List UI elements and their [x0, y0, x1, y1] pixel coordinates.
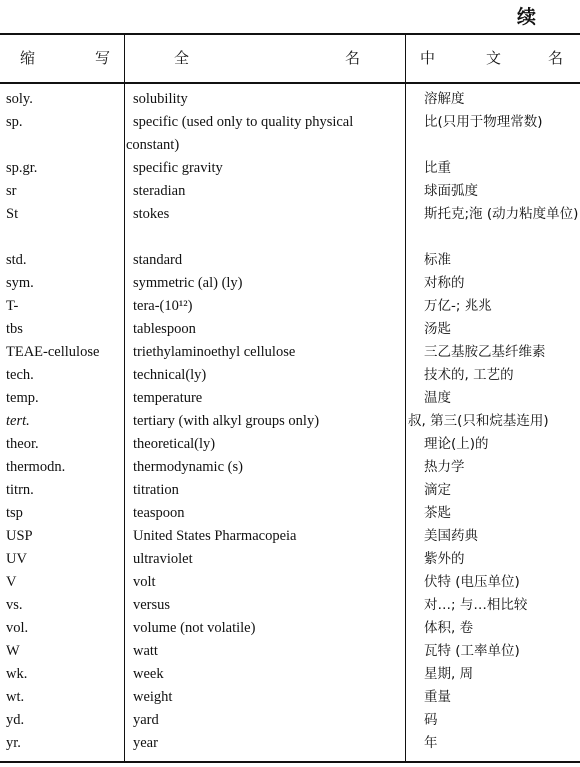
abbreviation-cell: wk. — [6, 666, 28, 682]
chinese-name-cell: 瓦特 (工率单位) — [424, 643, 520, 659]
abbreviation-cell: sp. — [6, 114, 23, 130]
full-name-cell: teaspoon — [133, 505, 185, 521]
abbreviation-cell: vol. — [6, 620, 29, 636]
full-name-cell: steradian — [133, 183, 186, 199]
table-row — [0, 479, 580, 502]
abbreviation-cell: yd. — [6, 712, 25, 728]
full-name-cell: yard — [133, 712, 159, 728]
full-name-cell: technical(ly) — [133, 367, 207, 383]
table-row — [0, 686, 580, 709]
abbreviation-cell: sr — [6, 183, 17, 199]
full-name-cell: thermodynamic (s) — [133, 459, 243, 475]
chinese-name-cell: 万亿-; 兆兆 — [424, 298, 492, 314]
continued-label: 续 — [516, 6, 536, 28]
chinese-name-cell: 对称的 — [424, 275, 465, 291]
full-name-cell: versus — [133, 597, 171, 613]
full-name-cell: solubility — [133, 91, 188, 107]
header-chinese-char-1: 中 — [420, 49, 436, 67]
table-row — [0, 341, 580, 364]
table-row — [0, 387, 580, 410]
full-name-cell: stokes — [133, 206, 170, 222]
chinese-name-cell: 斯托克;沲 (动力粘度单位) — [424, 206, 579, 222]
full-name-cell: standard — [133, 252, 183, 268]
full-name-cell: temperature — [133, 390, 203, 406]
chinese-name-cell: 比重 — [424, 160, 451, 176]
header-chinese-char-2: 文 — [486, 49, 502, 67]
chinese-name-cell: 星期, 周 — [424, 666, 474, 682]
abbreviation-cell: TEAE-cellulose — [6, 344, 100, 360]
abbreviation-table-body — [0, 88, 580, 755]
table-row — [0, 732, 580, 755]
full-name-cell: triethylaminoethyl cellulose — [133, 344, 296, 360]
chinese-name-cell: 温度 — [424, 390, 451, 406]
header-abbr-char-1: 缩 — [20, 49, 36, 67]
table-row — [0, 157, 580, 180]
abbreviation-cell: tbs — [6, 321, 23, 337]
table-row — [0, 433, 580, 456]
chinese-name-cell: 滴定 — [424, 482, 451, 498]
chinese-name-cell: 标准 — [424, 252, 451, 268]
chinese-name-cell: 技术的, 工艺的 — [424, 367, 514, 383]
header-bottom-rule — [0, 82, 580, 84]
abbreviation-cell: thermodn. — [6, 459, 66, 475]
chinese-name-cell: 码 — [424, 712, 438, 728]
chinese-name-cell: 球面弧度 — [424, 183, 478, 199]
abbreviation-cell: sym. — [6, 275, 34, 291]
chinese-name-cell: 溶解度 — [424, 91, 465, 107]
abbreviation-cell: tech. — [6, 367, 34, 383]
abbreviation-cell: St — [6, 206, 19, 222]
header-full-char-1: 全 — [174, 49, 190, 67]
abbreviation-cell: yr. — [6, 735, 21, 751]
full-name-cell: tera-(10¹²) — [133, 298, 193, 314]
full-name-cell: volt — [133, 574, 156, 590]
header-abbr-char-2: 写 — [95, 49, 111, 67]
chinese-name-cell: 美国药典 — [424, 528, 478, 544]
abbreviation-cell: vs. — [6, 597, 23, 613]
full-name-cell: tablespoon — [133, 321, 196, 337]
table-row — [0, 88, 580, 111]
table-row — [0, 663, 580, 686]
header-full-char-2: 名 — [345, 49, 361, 67]
chinese-name-cell: 伏特 (电压单位) — [424, 574, 520, 590]
table-row — [0, 548, 580, 571]
full-name-cell: ultraviolet — [133, 551, 193, 567]
abbreviation-cell: titrn. — [6, 482, 34, 498]
full-name-cell: specific (used only to quality physical constant) — [126, 114, 354, 153]
table-bottom-rule — [0, 761, 580, 763]
chinese-name-cell: 三乙基胺乙基纤维素 — [424, 344, 546, 360]
abbreviation-cell: tert. — [6, 413, 30, 429]
abbreviation-cell: UV — [6, 551, 27, 567]
chinese-name-cell: 理论(上)的 — [424, 436, 489, 452]
table-top-rule — [0, 33, 580, 35]
chinese-name-cell: 重量 — [424, 689, 451, 705]
full-name-cell: United States Pharmacopeia — [133, 528, 297, 544]
table-row — [0, 180, 580, 203]
abbreviation-cell: V — [6, 574, 17, 590]
table-row — [0, 111, 580, 157]
table-row — [0, 709, 580, 732]
table-row — [0, 410, 580, 433]
abbreviation-cell: USP — [6, 528, 33, 544]
table-row — [0, 203, 580, 249]
full-name-cell: tertiary (with alkyl groups only) — [133, 413, 320, 429]
abbreviation-cell: tsp — [6, 505, 23, 521]
chinese-name-cell: 热力学 — [424, 459, 465, 475]
full-name-cell: symmetric (al) (ly) — [133, 275, 243, 291]
chinese-name-cell: 对…; 与…相比较 — [424, 597, 528, 613]
abbreviation-cell: wt. — [6, 689, 25, 705]
table-row — [0, 249, 580, 272]
abbreviation-cell: temp. — [6, 390, 39, 406]
full-name-cell: week — [133, 666, 164, 682]
abbreviation-cell: T- — [6, 298, 19, 314]
chinese-name-cell: 紫外的 — [424, 551, 465, 567]
table-row — [0, 272, 580, 295]
full-name-cell: specific gravity — [133, 160, 223, 176]
full-name-cell: watt — [133, 643, 158, 659]
table-row — [0, 571, 580, 594]
full-name-cell: theoretical(ly) — [133, 436, 216, 452]
full-name-cell: volume (not volatile) — [133, 620, 256, 636]
full-name-cell: weight — [133, 689, 173, 705]
table-row — [0, 502, 580, 525]
abbreviation-cell: theor. — [6, 436, 39, 452]
chinese-name-cell: 体积, 卷 — [424, 620, 474, 636]
table-row — [0, 617, 580, 640]
header-chinese-char-3: 名 — [548, 49, 564, 67]
chinese-name-cell: 年 — [424, 735, 438, 751]
chinese-name-cell: 比(只用于物理常数) — [424, 114, 543, 130]
table-row — [0, 364, 580, 387]
chinese-name-cell: 叔, 第三(只和烷基连用) — [408, 413, 549, 429]
table-row — [0, 456, 580, 479]
chinese-name-cell: 茶匙 — [424, 505, 451, 521]
full-name-cell: titration — [133, 482, 179, 498]
table-row — [0, 295, 580, 318]
chinese-name-cell: 汤匙 — [424, 321, 451, 337]
table-row — [0, 318, 580, 341]
full-name-cell: year — [133, 735, 158, 751]
table-row — [0, 525, 580, 548]
abbreviation-cell: W — [6, 643, 20, 659]
table-row — [0, 594, 580, 617]
abbreviation-cell: sp.gr. — [6, 160, 38, 176]
table-row — [0, 640, 580, 663]
abbreviation-cell: soly. — [6, 91, 33, 107]
abbreviation-cell: std. — [6, 252, 27, 268]
